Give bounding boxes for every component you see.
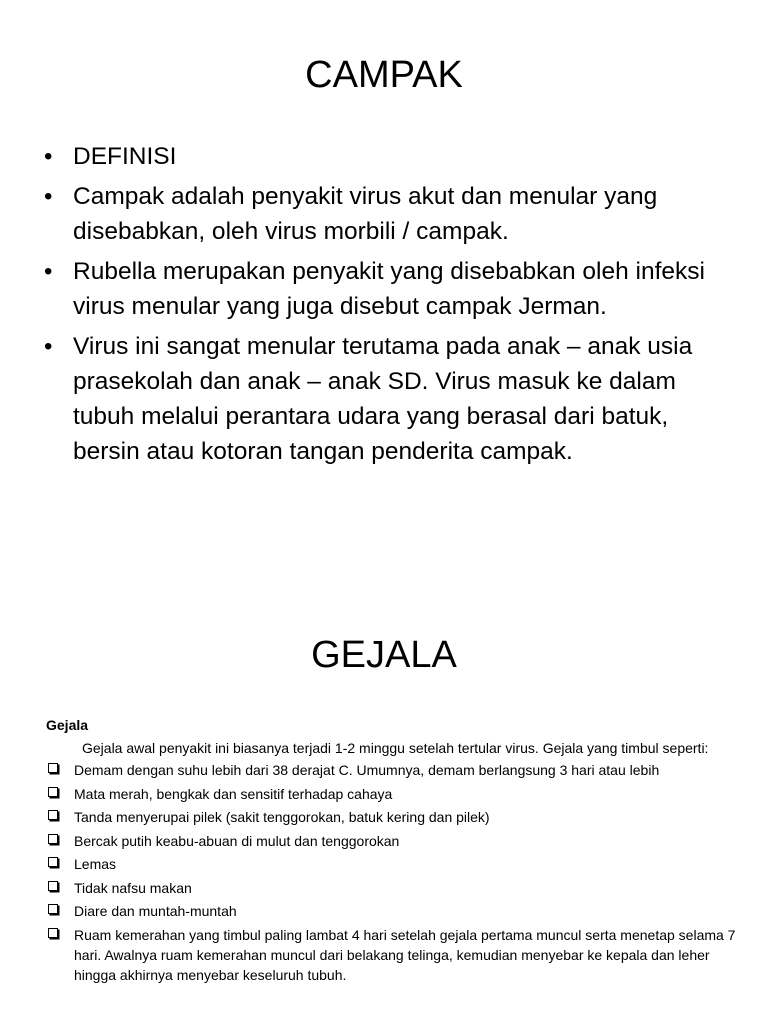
symptom-item	[46, 807, 736, 827]
bullet-item	[44, 139, 734, 174]
gejala-intro: Gejala awal penyakit ini biasanya terjadi 1-2 minggu setelah tertular virus. Gejala yang timbul seperti:	[82, 740, 709, 756]
symptom-text: Diare dan muntah-muntah	[74, 903, 237, 919]
bullet-text: DEFINISI	[73, 143, 177, 170]
slide-title-gejala: GEJALA	[311, 634, 457, 676]
symptom-item	[46, 784, 736, 804]
symptom-text: Tanda menyerupai pilek (sakit tenggorokan, batuk kering dan pilek)	[74, 809, 490, 825]
checkbox-bullet-icon	[48, 881, 58, 891]
symptom-text: Lemas	[74, 856, 117, 872]
symptom-item	[46, 901, 736, 921]
checkbox-bullet-icon	[48, 810, 58, 820]
checkbox-bullet-icon	[48, 928, 58, 938]
checkbox-bullet-icon	[48, 834, 58, 844]
bullet-item	[44, 179, 734, 249]
symptom-item	[46, 831, 736, 851]
symptom-list	[46, 760, 736, 985]
symptom-text: Demam dengan suhu lebih dari 38 derajat C. Umumnya, demam berlangsung 3 hari atau lebih	[74, 762, 660, 778]
checkbox-bullet-icon	[48, 904, 58, 914]
symptom-text: Tidak nafsu makan	[74, 879, 192, 896]
bullet-dot-icon: •	[44, 143, 53, 170]
bullet-dot-icon: •	[44, 258, 53, 285]
bullet-text: Virus ini sangat menular terutama pada anak – anak usia prasekolah dan anak – anak SD. Virus masuk ke dalam tubuh melalui perantara udara yang berasal dari batuk, bersin atau kotoran tangan penderita campak.	[73, 333, 693, 465]
symptom-item	[46, 925, 736, 985]
checkbox-bullet-icon	[48, 857, 58, 867]
checkbox-bullet-icon	[48, 763, 58, 773]
symptom-item	[46, 760, 736, 780]
symptom-item	[46, 878, 736, 898]
bullet-text: Rubella merupakan penyakit yang disebabkan oleh infeksi virus menular yang juga disebut campak Jerman.	[73, 258, 705, 320]
symptom-text: Ruam kemerahan yang timbul paling lambat 4 hari setelah gejala pertama muncul serta menetap selama 7 hari. Awalnya ruam kemerahan muncul dari belakang telinga, kemudian menyebar ke kepala dan leher hingga akhirnya menyebar keseluruh tubuh.	[74, 926, 736, 983]
bullet-item	[44, 329, 734, 469]
definition-bullet-list	[44, 139, 734, 474]
bullet-dot-icon: •	[44, 333, 53, 360]
bullet-text: Campak adalah penyakit virus akut dan menular yang disebabkan, oleh virus morbili / campak.	[73, 183, 658, 245]
gejala-heading: Gejala	[46, 717, 89, 733]
bullet-dot-icon: •	[44, 183, 53, 210]
symptom-item	[46, 854, 736, 874]
symptom-text: Bercak putih keabu-abuan di mulut dan tenggorokan	[74, 832, 400, 849]
bullet-item	[44, 254, 734, 324]
slide-gejala	[0, 512, 768, 1024]
checkbox-bullet-icon	[48, 787, 58, 797]
symptom-text: Mata merah, bengkak dan sensitif terhadap cahaya	[74, 785, 393, 802]
gejala-content	[46, 715, 736, 988]
slide-title-campak: CAMPAK	[305, 54, 463, 96]
